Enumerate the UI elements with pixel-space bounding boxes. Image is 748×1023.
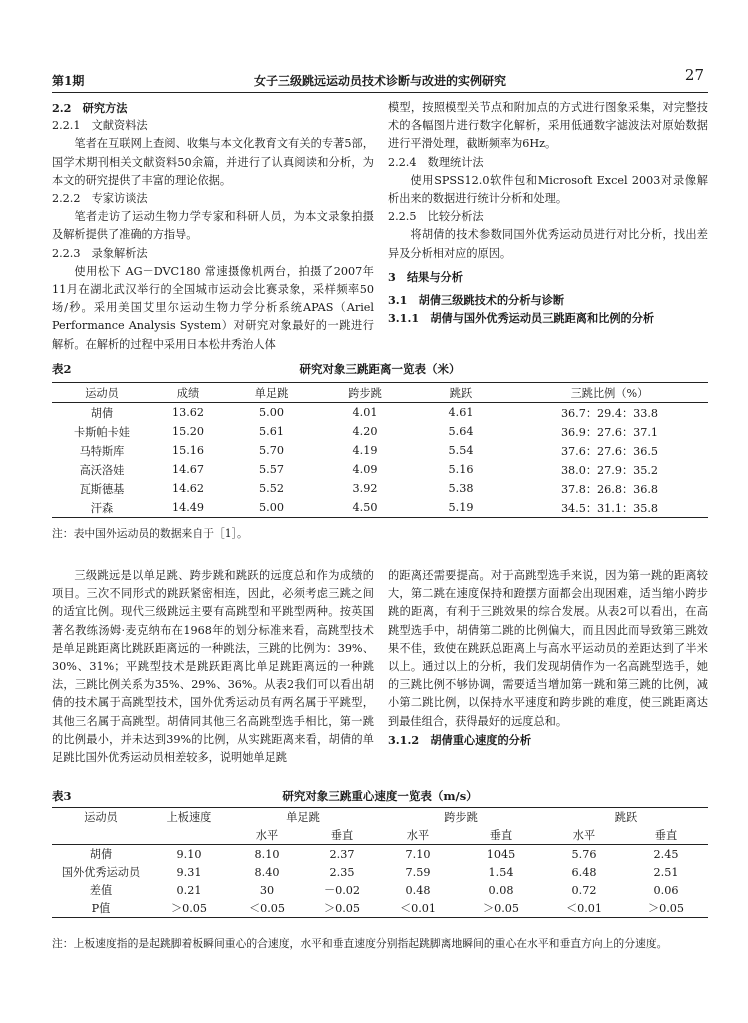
table-cell: 9.31: [176, 865, 202, 879]
table-cell: 0.48: [405, 883, 431, 897]
table-cell: 卡斯帕卡娃: [74, 425, 130, 439]
table-cell: 14.62: [171, 482, 205, 495]
table-cell: 3.92: [352, 482, 378, 495]
paragraph: 三级跳远是以单足跳、跨步跳和跳跃的远度总和作为成绩的项目。三次不同形式的跳跃紧密相连，因此，必须考虑三跳之间的适宜比例。现代三级跳远主要有高跳型和平跳型两种。按英国著名教练汤姆·麦克纳布在1968年的划分标准来看，高跳型技术是单足跳距离比跳跃距离远的一种跳法，三跳的比例为：39%、30%、31%；平跳型技术是跳跃距离比单足跳距离远的一种跳法，三跳比例关系为35%、29%、36%。从表2我们可以看出胡倩的技术属于高跳型技术，国外优秀运动员有两名属于平跳型，其他三名属于高跳型。胡倩同其他三名高跳型选手相比，第一跳的比例最小，并未达到39%的比例，从实跳距离来看，胡倩的单足跳比国外优秀运动员相差较多，说明她单足跳: [52, 569, 374, 765]
table-cell: 0.21: [176, 883, 202, 897]
table-cell: 30: [259, 883, 275, 897]
table-row: [52, 881, 708, 899]
table2-number: 表2: [52, 362, 72, 376]
column-header: 成绩: [176, 386, 200, 400]
table2-note: 注：表中国外运动员的数据来自于［1］。: [52, 527, 248, 540]
column-header: 跨步跳: [348, 386, 382, 400]
table-cell: 5.52: [259, 482, 284, 495]
paragraph: 的距离还需要提高。对于高跳型选手来说，因为第一跳的距离较大，第二跳在速度保持和蹬摆方面都会出现困难，适当缩小跨步跳的距离，有利于三跳效果的综合发展。从表2可以看出，在高跳型选手中，胡倩第二跳的比例偏大，而且因此而导致第三跳效果不佳，致使在跳跃总距离上与高水平运动员的差距达到了半米以上。通过以上的分析，我们发现胡倩作为一名高跳型选手，她的三跳比例不够协调，需要适当增加第一跳和第三跳的比例，减小第二跳比例，以保持水平速度和跨步跳的难度，使三跳距离达到最佳组合，获得最好的远度总和。: [388, 569, 708, 728]
table-cell: 国外优秀运动员: [61, 866, 141, 879]
running-title: 女子三级跳远运动员技术诊断与改进的实例研究: [253, 74, 506, 88]
table2-caption: [52, 361, 708, 379]
column-header: 上板速度: [166, 811, 212, 824]
table-cell: ＜0.01: [399, 902, 437, 915]
table-cell: ＞0.05: [170, 902, 208, 915]
paragraph: 将胡倩的技术参数同国外优秀运动员进行对比分析，找出差异及分析相对应的原因。: [388, 228, 708, 260]
running-header: [52, 66, 708, 88]
table-cell: 36.9：27.6：37.1: [560, 425, 659, 439]
table-cell: 15.20: [171, 425, 205, 438]
table-cell: 2.51: [653, 865, 679, 879]
table-cell: 2.35: [329, 865, 355, 879]
table3-note: 注：上板速度指的是起跳脚着板瞬间重心的合速度，水平和垂直速度分别指起跳脚离地瞬间的重心在水平和垂直方向上的分速度。: [52, 937, 668, 950]
sub-header: 水平: [406, 829, 430, 842]
table-cell: 4.50: [352, 501, 378, 514]
table-cell: 8.40: [254, 865, 280, 879]
table-cell: P值: [91, 902, 111, 915]
table2: [52, 382, 708, 518]
table2-title: 研究对象三跳距离一览表（米）: [299, 362, 461, 376]
table-cell: 4.09: [352, 463, 378, 476]
table-cell: 13.62: [171, 406, 205, 419]
table3-number: 表3: [52, 789, 72, 803]
section-heading: 3.1.2 胡倩重心速度的分析: [388, 732, 532, 747]
table-cell: 胡倩: [90, 406, 114, 420]
table-row: [52, 845, 708, 864]
table3: [52, 807, 708, 918]
table-cell: 5.38: [448, 482, 474, 495]
table-cell: 0.06: [653, 883, 679, 897]
table-cell: 1045: [486, 847, 516, 861]
column-header: 跨步跳: [444, 811, 478, 824]
table-cell: 36.7：29.4：33.8: [560, 406, 659, 420]
section-heading: 3.1 胡倩三级跳技术的分析与诊断: [388, 293, 565, 308]
table-cell: 汗森: [90, 501, 114, 515]
table-cell: 5.19: [448, 501, 474, 514]
column-header: 跳跃: [614, 811, 638, 824]
table-cell: 5.61: [259, 425, 284, 438]
table-cell: 高沃洛娃: [79, 463, 125, 477]
table-row: [52, 899, 708, 918]
sub-header: 垂直: [654, 829, 678, 842]
section-heading: 2.2 研究方法: [52, 101, 128, 115]
paragraph: 使用SPSS12.0软件包和Microsoft Excel 2003对录像解析出来的数据进行统计分析和处理。: [388, 173, 708, 206]
table-cell: 5.76: [571, 847, 597, 861]
table-cell: 马特斯库: [79, 444, 125, 458]
sub-header: 水平: [255, 829, 279, 842]
section-heading: 3 结果与分析: [388, 269, 463, 284]
table-cell: 1.54: [488, 865, 514, 879]
table3-caption: [52, 788, 708, 806]
column-header: 单足跳: [286, 811, 320, 824]
table-cell: 4.01: [352, 406, 378, 419]
section-heading: 2.2.4 数理统计法: [388, 155, 484, 169]
column-header: 运动员: [84, 811, 118, 824]
table-cell: 7.59: [405, 865, 431, 879]
table-cell: 34.5：31.1：35.8: [560, 501, 659, 515]
table-cell: 9.10: [176, 847, 202, 861]
table-cell: 5.00: [259, 501, 284, 514]
table-cell: 5.64: [448, 425, 474, 438]
mid-left-column: [52, 567, 374, 767]
section-heading: 3.1.1 胡倩与国外优秀运动员三跳距离和比例的分析: [388, 311, 655, 326]
table-cell: 37.6：27.6：36.5: [560, 444, 659, 458]
table-cell: 5.57: [259, 463, 284, 476]
page-number: 27: [684, 66, 704, 84]
table-cell: 2.45: [653, 847, 679, 861]
table-cell: ＞0.05: [323, 902, 361, 915]
header-rule: [52, 92, 708, 93]
table-row: [52, 863, 708, 881]
table-cell: 5.00: [259, 406, 284, 419]
table-cell: 4.19: [352, 444, 378, 457]
table-cell: ＜0.01: [565, 902, 603, 915]
mid-right-column: [388, 567, 708, 749]
table-cell: 差值: [89, 884, 113, 897]
table-cell: 15.16: [171, 444, 205, 457]
table-cell: ＜0.05: [248, 902, 286, 915]
table-cell: 0.72: [571, 883, 597, 897]
column-header: 跳跃: [449, 386, 473, 400]
table-row: [52, 403, 708, 423]
top-right-column: [388, 99, 708, 327]
table-cell: 38.0：27.9：35.2: [560, 463, 659, 477]
table-cell: ＞0.05: [482, 902, 520, 915]
table-cell: 0.08: [488, 883, 514, 897]
section-heading: 2.2.3 录象解析法: [52, 246, 148, 260]
section-heading: 2.2.1 文献资料法: [52, 119, 148, 133]
table-cell: 5.70: [259, 444, 284, 457]
section-heading: 2.2.5 比较分析法: [388, 210, 484, 224]
table-row: [52, 498, 708, 518]
table-cell: 6.48: [571, 865, 597, 879]
paragraph: 使用松下 AG－DVC180 常速摄像机两台，拍摄了2007年11月在湖北武汉举行的全国城市运动会比赛录象，采样频率50场/秒。采用美国艾里尔运动生物力学分析系统APAS（Ariel Performance Analysis System）对研究对象最好的一跳进行解析。在解析的过程中采用日本松井秀治人体: [52, 264, 374, 351]
table-row: [52, 479, 708, 498]
table-cell: 2.37: [329, 847, 355, 861]
sub-header: 垂直: [489, 829, 513, 842]
table-cell: 4.61: [448, 406, 474, 419]
table-cell: 5.16: [448, 463, 474, 476]
table-cell: 5.54: [448, 444, 474, 457]
table3-title: 研究对象三跳重心速度一览表（m/s）: [282, 789, 478, 803]
table-row: [52, 460, 708, 479]
section-heading: 2.2.2 专家访谈法: [52, 192, 148, 206]
column-header: 单足跳: [254, 386, 289, 400]
sub-header: 水平: [572, 829, 596, 842]
table-cell: 8.10: [254, 847, 280, 861]
table-cell: 胡倩: [89, 848, 113, 861]
table-row: [52, 422, 708, 441]
table-row: [52, 441, 708, 460]
table-cell: 14.67: [171, 463, 205, 476]
issue-label: 第1期: [52, 74, 85, 88]
table-cell: 37.8：26.8：36.8: [560, 482, 659, 496]
paragraph: 笔者走访了运动生物力学专家和科研人员，为本文录象拍摄及解析提供了准确的方指导。: [52, 210, 374, 242]
paragraph: 笔者在互联网上查阅、收集与本文化教育文有关的专著5部，国学术期刊相关文献资料50余篇，并进行了认真阅读和分析，为本文的研究提供了丰富的理论依据。: [52, 137, 374, 187]
table-cell: 14.49: [171, 501, 205, 514]
table-cell: 7.10: [405, 847, 431, 861]
top-left-column: [52, 99, 374, 354]
table-cell: 瓦斯德基: [79, 482, 125, 496]
paragraph: 模型，按照模型关节点和附加点的方式进行图象采集，对完整技术的各幅图片进行数字化解析，采用低通数字滤波法对原始数据进行平滑处理，截断频率为6Hz。: [388, 101, 708, 151]
sub-header: 垂直: [330, 829, 354, 842]
table-cell: ＞0.05: [647, 902, 685, 915]
table-cell: 4.20: [352, 425, 378, 438]
column-header: 运动员: [85, 386, 119, 400]
table-cell: －0.02: [323, 884, 361, 897]
column-header: 三跳比例（%）: [570, 386, 649, 400]
